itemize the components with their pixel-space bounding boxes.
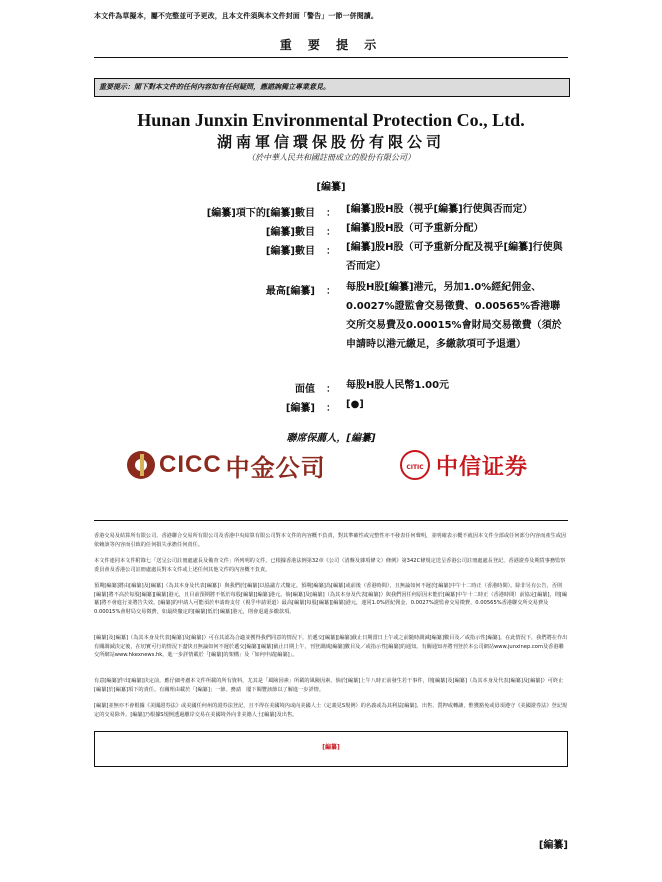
- draft-header-note: 本文件為草擬本，屬不完整並可予更改，且本文件須與本文件封面「警告」一節一併閱讀。: [94, 12, 378, 20]
- redacted-disclaimer-text: [編纂]: [322, 744, 340, 751]
- fine-print-rule: [94, 520, 568, 521]
- offer-row-label: 面值: [295, 384, 315, 395]
- company-name-chinese: 湖南軍信環保股份有限公司: [216, 133, 445, 151]
- cicc-chinese-text: 中金公司: [225, 454, 326, 482]
- page-footer-redaction: [編纂]: [538, 840, 568, 851]
- offer-row-label: [編纂]數目: [265, 227, 315, 238]
- company-name-english: Hunan Junxin Environmental Protection Co., Ltd.: [137, 110, 525, 130]
- fine-print-paragraph: 香港交易及結算所有限公司、香港聯合交易所有限公司及香港中央結算有限公司對本文件的內容概不負責，對其準確性或完整性亦不發表任何聲明，並明確表示概不就因本文件全部或任何部分內容而產生或因依賴該等內容而引致的任何損失承擔任何責任。: [94, 533, 567, 548]
- offer-row-value: 每股H股人民幣1.00元: [346, 380, 450, 391]
- fine-print-paragraph: [編纂]及[編纂]（為其本身及代表[編纂]及[編纂]）可在其認為合適並獲得我們同意的情況下，於遞交[編纂][編纂]截止日期當日上午或之前隨時調減[編纂]數目及／或指示性[編纂]。在此情況下，我們將在作出有關調減決定後，在切實可行的情況下盡快且無論如何不遲於遞交[編纂][編纂]截止日期上午，刊登調減[編纂]數目及／或指示性[編纂]的通知。有關通知亦將刊登於本公司網站www.junxinep.com及香港聯交所網站www.hkexnews.hk。進一步詳情載於「[編纂]的架構」及「如何申請[編纂]」。: [94, 635, 568, 659]
- offer-row-colon: ：: [326, 384, 336, 395]
- incorporation-note: （於中華人民共和國註冊成立的股份有限公司）: [247, 153, 415, 162]
- fine-print-paragraph: 預期[編纂]將由[編纂]及[編纂]（為其本身及代表[編纂]）與我們於[編纂]以協議方式釐定。預期[編纂]為[編纂]或前後（香港時間），且無論如何不遲於[編纂]中午十二時正（香港時間）。除非另有公告，否則[編纂]將不高於每股[編纂][編纂]港元，且目前預期將不低於每股[編纂][編纂]港元。倘[編纂]及[編纂]（為其本身及代表[編纂]）與我們因任何原因未能於[編纂]中午十二時正（香港時間）前協定[編纂]，則[編纂]將不會進行並將告失效。[編纂]的申請人可能須於申請時支付（視乎申請渠道）最高[編纂]每股[編纂][編纂]港元，連同1.0%經紀佣金、0.0027%證監會交易徵費、0.00565%香港聯交所交易費及0.00015%會財局交易徵費，如最終釐定的[編纂]低於[編纂]港元，則會退還多繳款項。: [94, 583, 568, 615]
- cicc-emblem-icon: [127, 451, 155, 479]
- offer-row-value: [●]: [346, 399, 364, 410]
- offer-row-label: [編纂]項下的[編纂]數目: [206, 208, 315, 219]
- fine-print-paragraph: [編纂]並無亦不會根據《美國證券法》或美國任何州的證券法登記，且不得在美國境內或向美國人士（定義見S規例）的名義或為其利益[編纂]、出售、質押或轉讓，惟獲豁免或毋須遵守《美國證券法》登記規定的交易除外。[編纂]乃根據S規例透過離岸交易在美國境外向非美籍人士[編纂]及出售。: [94, 703, 568, 718]
- important-warning-box: 重要提示：閣下對本文件的任何內容如有任何疑問，應諮詢獨立專業意見。: [94, 78, 570, 97]
- offer-row-colon: ：: [326, 246, 336, 257]
- cicc-logo: [127, 450, 326, 480]
- citic-emblem-icon: CITIC: [400, 450, 430, 480]
- offer-row-label: 最高[編纂]: [265, 286, 315, 297]
- offer-row-colon: ：: [326, 403, 336, 414]
- offer-row-value: [編纂]股H股（視乎[編纂]行使與否而定）: [346, 204, 533, 215]
- offer-row-colon: ：: [326, 208, 336, 219]
- redacted-heading: [編纂]: [316, 182, 346, 193]
- cicc-latin-text: CICC: [159, 451, 222, 478]
- offer-row-value: [編纂]股H股（可予重新分配及視乎[編纂]行使與否而定）: [346, 242, 563, 272]
- page-title: 重 要 提 示: [279, 38, 383, 52]
- offer-row-value: [編纂]股H股（可予重新分配）: [346, 223, 484, 234]
- offer-row-colon: ：: [326, 286, 336, 297]
- redacted-disclaimer-box: [94, 731, 568, 767]
- offer-row-value: 每股H股[編纂]港元，另加1.0%經紀佣金、0.0027%證監會交易徵費、0.00565%香港聯交所交易費及0.00015%會財局交易徵費（須於申請時以港元繳足，多繳款項可予退還）: [346, 282, 562, 350]
- joint-sponsors-label: 聯席保薦人，[編纂]: [286, 433, 376, 444]
- title-rule: [94, 57, 568, 58]
- fine-print-paragraph: 本文件連同本文件附錄七「送呈公司註冊處處長及備查文件」所列明的文件，已根據香港法例第32章《公司（清盤及雜項條文）條例》第342C條規定送呈香港公司註冊處處長登記。香港證券及期貨事務監察委員會及香港公司註冊處處長對本文件或上述任何其他文件的內容概不負責。: [94, 558, 566, 573]
- offer-row-label: [編纂]數目: [265, 246, 315, 257]
- offer-row-colon: ：: [326, 227, 336, 238]
- offer-row-label: [編纂]: [285, 403, 315, 414]
- fine-print-paragraph: 有意[編纂]作出[編纂]決定前，應仔細考慮本文件所載的所有資料，尤其是「風險因素」所載的風險因素。倘於[編纂]上午八時正前發生若干事件，則[編纂]及[編纂]（為其本身及代表[編纂]及[編纂]）可終止[編纂]於[編纂]項下的責任。有關理由載於「[編纂]」一節。務請 閣下閱覽該節以了解進一步詳情。: [94, 678, 564, 693]
- citic-logo: [400, 450, 528, 480]
- citic-chinese-text: 中信证券: [436, 454, 529, 480]
